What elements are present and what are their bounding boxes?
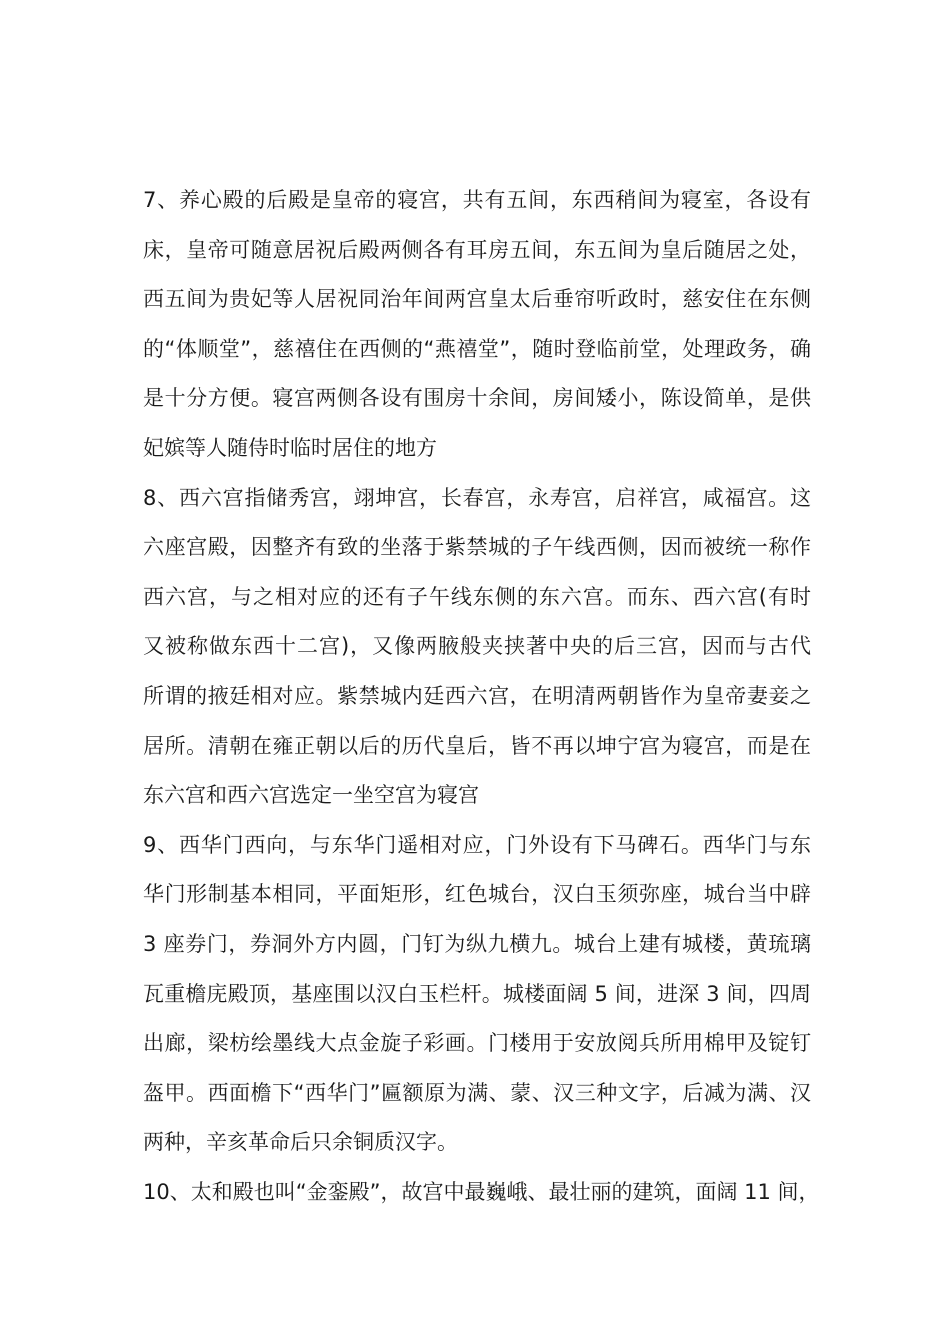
text-line: 两种，辛亥革命后只余铜质汉字。	[143, 1130, 458, 1155]
text-line: 10、太和殿也叫“金銮殿”，故宫中最巍峨、最壮丽的建筑，面阔 11 间，	[143, 1179, 820, 1204]
text-line: 是十分方便。寝宫两侧各设有围房十余间，房间矮小，陈设简单，是供	[143, 386, 811, 411]
text-line: 又被称做东西十二宫)，又像两腋般夹挟著中央的后三宫，因而与古代	[143, 634, 811, 659]
text-line: 西五间为贵妃等人居祝同治年间两宫皇太后垂帘听政时，慈安住在东侧	[143, 287, 811, 312]
paragraph-10	[143, 1168, 820, 1218]
text-line: 妃嫔等人随侍时临时居住的地方	[143, 435, 437, 460]
text-line: 所谓的掖廷相对应。紫禁城内廷西六宫，在明清两朝皆作为皇帝妻妾之	[143, 683, 811, 708]
text-line: 床，皇帝可随意居祝后殿两侧各有耳房五间，东五间为皇后随居之处，	[143, 237, 811, 262]
text-line: 西六宫，与之相对应的还有子午线东侧的东六宫。而东、西六宫(有时	[143, 584, 811, 609]
text-line: 7、养心殿的后殿是皇帝的寝宫，共有五间，东西稍间为寝室，各设有	[143, 188, 811, 212]
text-line: 六座宫殿，因整齐有致的坐落于紫禁城的子午线西侧，因而被统一称作	[143, 535, 811, 560]
text-line: 居所。清朝在雍正朝以后的历代皇后，皆不再以坤宁宫为寝宫，而是在	[143, 733, 811, 758]
paragraph-8	[143, 474, 811, 821]
text-line: 瓦重檐庑殿顶，基座围以汉白玉栏杆。城楼面阔 5 间，进深 3 间，四周	[143, 981, 811, 1006]
text-line: 的“体顺堂”，慈禧住在西侧的“燕禧堂”，随时登临前堂，处理政务，确	[143, 336, 811, 361]
paragraph-9	[143, 821, 811, 1168]
text-line: 华门形制基本相同，平面矩形，红色城台，汉白玉须弥座，城台当中辟	[143, 882, 811, 907]
text-line: 8、西六宫指储秀宫，翊坤宫，长春宫，永寿宫，启祥宫，咸福宫。这	[143, 485, 811, 510]
paragraph-7	[143, 176, 811, 474]
document-body	[143, 176, 820, 1217]
text-line: 东六宫和西六宫选定一坐空宫为寝宫	[143, 783, 479, 808]
text-line: 盔甲。西面檐下“西华门”匾额原为满、蒙、汉三种文字，后减为满、汉	[143, 1080, 811, 1105]
text-line: 9、西华门西向，与东华门遥相对应，门外设有下马碑石。西华门与东	[143, 832, 811, 857]
text-line: 3 座券门，券洞外方内圆，门钉为纵九横九。城台上建有城楼，黄琉璃	[143, 931, 811, 956]
text-line: 出廊，梁枋绘墨线大点金旋子彩画。门楼用于安放阅兵所用棉甲及锭钉	[143, 1031, 811, 1056]
